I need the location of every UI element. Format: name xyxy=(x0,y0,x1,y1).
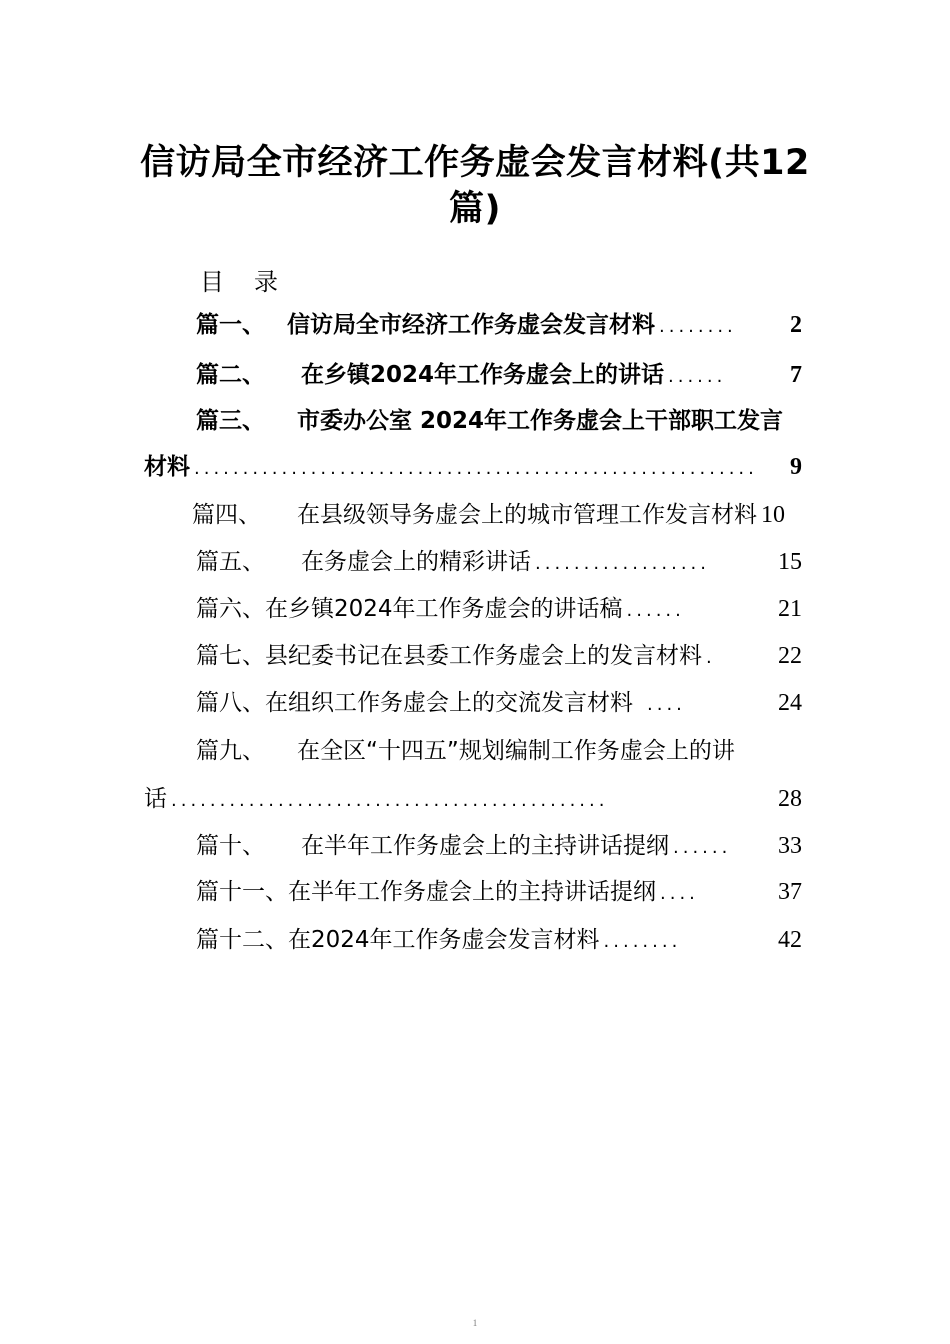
toc-entry-label: 篇三、 xyxy=(196,408,265,434)
toc-entry-leader: .... xyxy=(647,694,686,715)
toc-entry-title-continuation: 材料 xyxy=(144,454,190,480)
toc-entry-page: 7 xyxy=(790,362,802,388)
toc-entry-page: 24 xyxy=(778,690,802,716)
document-title xyxy=(110,140,840,232)
toc-heading-char2: 录 xyxy=(254,268,278,296)
toc-entry-label: 篇一、 xyxy=(196,312,265,338)
toc-entry-4[interactable] xyxy=(192,500,822,530)
toc-entry-page: 28 xyxy=(778,786,802,812)
toc-entry-title: 在全区“十四五”规划编制工作务虚会上的讲 xyxy=(297,738,735,764)
toc-entry-title: 在乡镇2024年工作务虚会上的讲话 xyxy=(301,362,665,388)
document-title-line2: 篇) xyxy=(449,189,501,229)
toc-entry-leader: ........ xyxy=(603,931,682,952)
toc-entry-9-continuation[interactable] xyxy=(144,784,802,816)
toc-entry-label: 篇十一、 xyxy=(196,879,288,905)
toc-entry-label: 篇五、 xyxy=(196,549,265,575)
toc-entry-7[interactable] xyxy=(196,641,802,673)
toc-entry-title: 在乡镇2024年工作务虚会的讲话稿 xyxy=(265,596,623,622)
toc-entry-page: 2 xyxy=(790,312,802,338)
toc-entry-leader: ...... xyxy=(673,837,732,858)
toc-entry-page: 33 xyxy=(778,833,802,859)
toc-entry-3[interactable] xyxy=(196,406,802,436)
toc-entry-title: 在半年工作务虚会上的主持讲话提纲 xyxy=(288,879,656,905)
toc-entry-label: 篇六、 xyxy=(196,596,265,622)
toc-heading xyxy=(200,262,278,297)
toc-entry-page: 15 xyxy=(778,549,802,575)
toc-entry-leader: .................. xyxy=(535,553,710,574)
toc-entry-page: 10 xyxy=(761,502,785,528)
toc-entry-title: 在2024年工作务虚会发言材料 xyxy=(288,927,600,953)
toc-entry-label: 篇二、 xyxy=(196,362,265,388)
toc-entry-8[interactable] xyxy=(196,688,802,720)
toc-entry-title: 信访局全市经济工作务虚会发言材料 xyxy=(287,312,655,338)
toc-entry-9[interactable] xyxy=(196,736,802,766)
toc-entry-12[interactable] xyxy=(196,925,802,957)
toc-entry-title-continuation: 话 xyxy=(144,786,167,812)
toc-entry-leader: .... xyxy=(660,883,699,904)
toc-entry-1[interactable] xyxy=(196,310,802,342)
toc-entry-page: 22 xyxy=(778,643,802,669)
toc-entry-10[interactable] xyxy=(196,831,802,863)
toc-entry-6[interactable] xyxy=(196,594,802,626)
toc-heading-char1: 目 xyxy=(200,268,224,296)
toc-entry-label: 篇十二、 xyxy=(196,927,288,953)
page-number: 1 xyxy=(472,1318,478,1328)
toc-entry-leader: ...... xyxy=(626,600,685,621)
toc-entry-5[interactable] xyxy=(196,547,802,579)
toc-entry-leader: ...... xyxy=(668,366,727,387)
toc-entry-label: 篇九、 xyxy=(196,738,265,764)
toc-entry-label: 篇十、 xyxy=(196,833,265,859)
toc-entry-3-continuation[interactable] xyxy=(144,452,802,484)
toc-entry-page: 21 xyxy=(778,596,802,622)
toc-entry-title: 县纪委书记在县委工作务虚会上的发言材料 xyxy=(265,643,702,669)
toc-entry-page: 9 xyxy=(790,454,802,480)
toc-entry-label: 篇七、 xyxy=(196,643,265,669)
toc-entry-leader: .......................................................... xyxy=(194,458,758,479)
toc-entry-11[interactable] xyxy=(196,877,802,909)
toc-entry-title: 在组织工作务虚会上的交流发言材料 xyxy=(265,690,633,716)
toc-entry-label: 篇八、 xyxy=(196,690,265,716)
toc-entry-page: 42 xyxy=(778,927,802,953)
toc-entry-leader: ............................................. xyxy=(171,790,609,811)
toc-entry-label: 篇四、 xyxy=(192,502,261,528)
toc-entry-title: 市委办公室 2024年工作务虚会上干部职工发言 xyxy=(297,408,784,434)
toc-entry-page: 37 xyxy=(778,879,802,905)
toc-entry-leader: ........ xyxy=(659,316,737,337)
document-title-line1: 信访局全市经济工作务虚会发言材料(共12 xyxy=(140,143,810,183)
toc-entry-title: 在务虚会上的精彩讲话 xyxy=(301,549,531,575)
toc-entry-title: 在县级领导务虚会上的城市管理工作发言材料 xyxy=(297,502,757,528)
toc-entry-title: 在半年工作务虚会上的主持讲话提纲 xyxy=(301,833,669,859)
toc-entry-2[interactable] xyxy=(196,360,802,392)
toc-entry-leader: . xyxy=(706,647,716,668)
